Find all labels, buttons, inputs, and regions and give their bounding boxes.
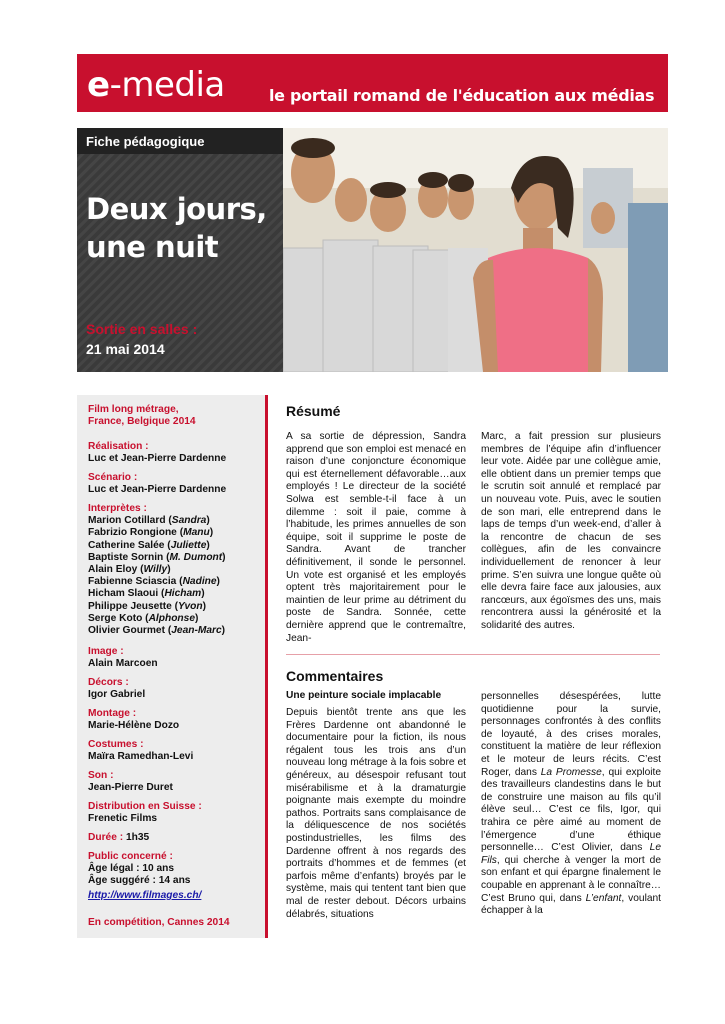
cast-item: Catherine Salée (Juliette) — [88, 539, 210, 551]
section-divider — [286, 654, 660, 655]
sidebar-divider — [265, 395, 268, 938]
header-banner — [77, 54, 668, 112]
credit-montage: Montage : Marie-Hélène Dozo — [88, 708, 180, 732]
credit-scenario: Scénario : Luc et Jean-Pierre Dardenne — [88, 472, 227, 496]
resume-heading: Résumé — [286, 403, 341, 419]
fiche-badge: Fiche pédagogique — [77, 128, 283, 154]
resume-column-2: Marc, a fait pression sur plusieurs membres de l’équipe afin d’influencer leur vote. Aidée par une collègue amie, elle obtient dans un premier temps que le scrutin soit annulé et remplacé par un nouveau vote. Puis, avec le soutien de son mari, elle entreprend dans le laps de temps d’un week-end, d’aller à la rencontre de chacun de ses collègues, afin de les convaincre individuellement de renoncer à leur prime. S’en suivra une longue quête où elle devra faire face aux jalousies, aux rancœurs, aux égoïsmes des uns, mais rencontrera aussi la générosité et la solidarité des autres. — [481, 431, 661, 631]
film-type: Film long métrage, France, Belgique 2014 — [88, 404, 196, 428]
cast-item: Baptiste Sornin (M. Dumont) — [88, 551, 226, 563]
credit-duree: Durée : 1h35 — [88, 832, 150, 843]
credit-image: Image : Alain Marcoen — [88, 646, 158, 670]
cast-item: Olivier Gourmet (Jean-Marc) — [88, 625, 226, 637]
cast-item: Marion Cotillard (Sandra) — [88, 515, 210, 527]
credit-public: Public concerné : Âge légal : 10 ans Âge suggéré : 14 ans — [88, 851, 191, 887]
credit-son: Son : Jean-Pierre Duret — [88, 770, 173, 794]
credit-realisation: Réalisation : Luc et Jean-Pierre Dardenne — [88, 441, 227, 465]
commentaires-heading: Commentaires — [286, 668, 384, 684]
credit-costumes: Costumes : Maïra Ramedhan-Levi — [88, 739, 194, 763]
resume-column-1: A sa sortie de dépression, Sandra apprend que son emploi est menacé en raison d’une conjoncture économique qui est éternellement défavorable…aux employés ! Le directeur de la société Solwa est semble-t-il face à un dilemme : soit il paie, comme à l’habitude, les primes annuelles de son équipe, soit il supprime le poste de Sandra. Avant de trancher définitivement, il sonde le personnel. Un vote est organisé et les employés optent très majoritairement pour le maintien de leur prime au détriment du poste de Sandra. Sonnée, cette dernière apprend que le contremaître, Jean- — [286, 431, 466, 644]
cast-item: Fabrizio Rongione (Manu) — [88, 527, 214, 539]
cast-item: Alain Eloy (Willy) — [88, 564, 171, 576]
credit-distribution: Distribution en Suisse : Frenetic Films — [88, 801, 202, 825]
competition-note: En compétition, Cannes 2014 — [88, 917, 230, 928]
cast-item: Serge Koto (Alphonse) — [88, 612, 199, 624]
release-date: 21 mai 2014 — [86, 341, 165, 357]
site-tagline: le portail romand de l'éducation aux médias — [269, 86, 655, 105]
commentaires-column-1: Depuis bientôt trente ans que les Frères Dardenne ont abandonné le documentaire pour la fiction, ils nous régalent tous les trois ans d’un nouveau long métrage à la fois sobre et généreux, au désespoir refusant tout misérabilisme et à la dramaturgie poignante mais exempte du moindre pathos. Portraits sans complaisance de la déliquescence de nos sociétés postindustrielles, les films des Dardenne offrent à nos regards des portraits d’hommes et de femmes (et parfois même d’enfants) broyés par le système, mais qui tentent tant bien que mal de rester debout. Décors urbains délabrés, situations — [286, 707, 466, 920]
credit-cast: Interprètes : Marion Cotillard (Sandra) Fabrizio Rongione (Manu) Catherine Salée (Juliette) Baptiste Sornin (M. Dumont) Alain Eloy (Willy) Fabienne Sciascia (Nadine) Hicham Slaoui (Hicham) Philippe Jeusette (Yvon) Serge Koto (Alphonse) Olivier Gourmet (Jean-Marc) — [88, 503, 263, 637]
cast-item: Philippe Jeusette (Yvon) — [88, 600, 206, 612]
commentaires-subtitle: Une peinture sociale implacable — [286, 690, 442, 701]
film-credits-sidebar — [77, 395, 267, 938]
cast-list — [88, 515, 263, 637]
credit-decors: Décors : Igor Gabriel — [88, 677, 146, 701]
site-logo[interactable]: e-media — [87, 65, 225, 105]
commentaires-column-2: personnelles désespérées, lutte quotidienne pour la survie, personnages confrontés à des conflits de loyauté, à des crises morales, constituent la matière de leur réflexion et le moteur de leurs récits. C’est Roger, dans La Promesse, qui exploite des travailleurs clandestins dans le but de construire une maison au fils qu’il élève seul… C’est ce fils, Igor, qui trahira ce père aimé au moment de l’émergence d’une éthique personnelle… C’est Olivier, dans Le Fils, qui cherche à venger la mort de son enfant et qui épargne finalement le coupable en apprenant à le connaître… C’est Bruno qui, dans L’enfant, voulant échapper à la — [481, 691, 661, 917]
film-still-image — [283, 128, 668, 372]
filmages-link[interactable]: http://www.filmages.ch/ — [88, 890, 202, 901]
cast-item: Fabienne Sciascia (Nadine) — [88, 576, 220, 588]
release-label: Sortie en salles : — [86, 321, 198, 337]
hero-panel — [77, 128, 283, 372]
film-title: Deux jours, une nuit — [86, 192, 267, 264]
cast-item: Hicham Slaoui (Hicham) — [88, 588, 205, 600]
